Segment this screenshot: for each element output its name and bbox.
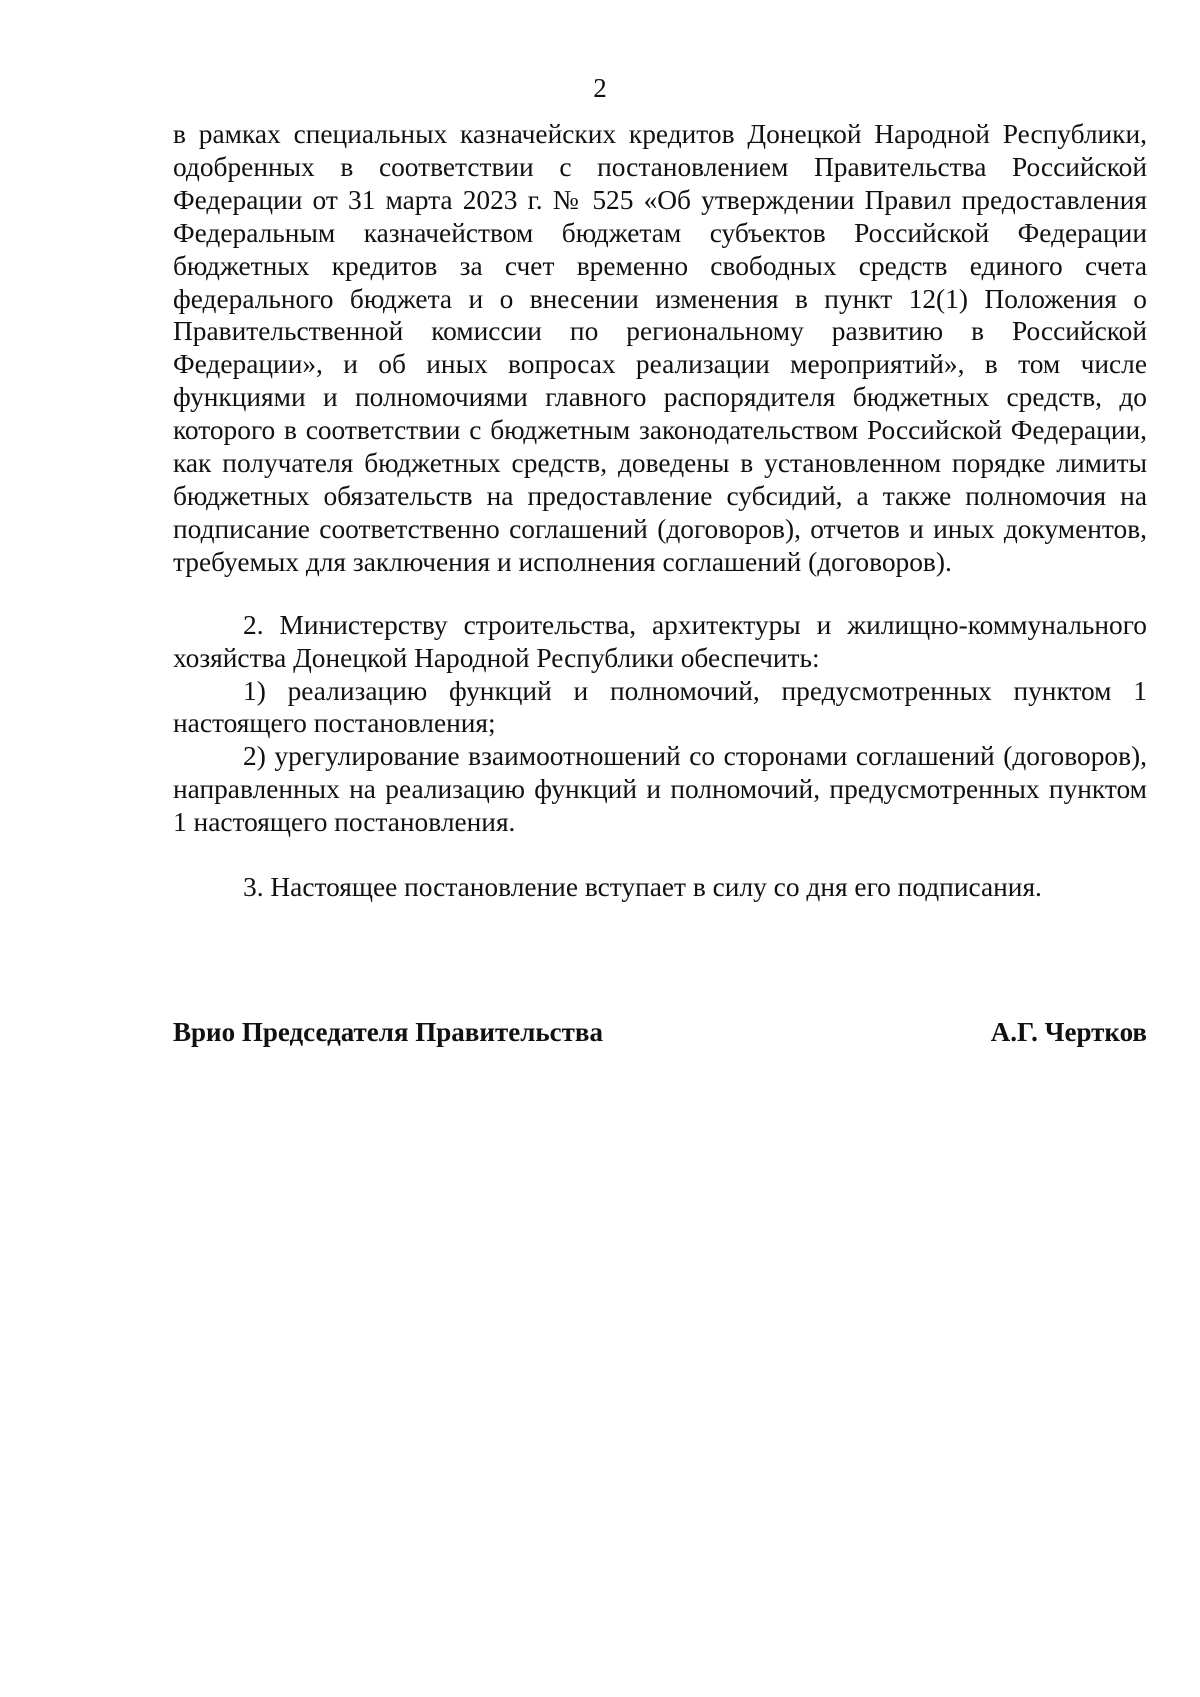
paragraph-2-item-2: 2) урегулирование взаимоотношений со сторонами соглашений (договоров), направленных на реализацию функций и полномочий, предусмотренных пунктом 1 настоящего постановления. bbox=[173, 741, 1147, 838]
paragraph-1-continuation: в рамках специальных казначейских кредитов Донецкой Народной Республики, одобренных в соответствии с постановлением Правительства Российской Федерации от 31 марта 2023 г. № 525 «Об утверждении Правил предоставления Федеральным казначейством бюджетам субъектов Российской Федерации бюджетных кредитов за счет временно свободных средств единого счета федерального бюджета и о внесении изменения в пункт 12(1) Положения о Правительственной комиссии по региональному развитию в Российской Федерации», и об иных вопросах реализации мероприятий», в том числе функциями и полномочиями главного распорядителя бюджетных средств, до которого в соответствии с бюджетным законодательством Российской Федерации, как получателя бюджетных средств, доведены в установленном порядке лимиты бюджетных обязательств на предоставление субсидий, а также полномочия на подписание соответственно соглашений (договоров), отчетов и иных документов, требуемых для заключения и исполнения соглашений (договоров). bbox=[173, 119, 1147, 577]
document-body bbox=[173, 118, 1147, 904]
signatory-name: А.Г. Чертков bbox=[990, 1017, 1147, 1047]
page-number: 2 bbox=[593, 73, 607, 103]
signature-block bbox=[173, 1016, 1147, 1048]
paragraph-2: 2. Министерству строительства, архитектуры и жилищно-коммунального хозяйства Донецкой Народной Республики обеспечить: bbox=[173, 609, 1147, 673]
paragraph-3: 3. Настоящее постановление вступает в силу со дня его подписания. bbox=[243, 872, 1042, 903]
signatory-position: Врио Председателя Правительства bbox=[173, 1017, 603, 1047]
paragraph-2-item-1: 1) реализацию функций и полномочий, предусмотренных пунктом 1 настоящего постановления; bbox=[173, 675, 1147, 739]
